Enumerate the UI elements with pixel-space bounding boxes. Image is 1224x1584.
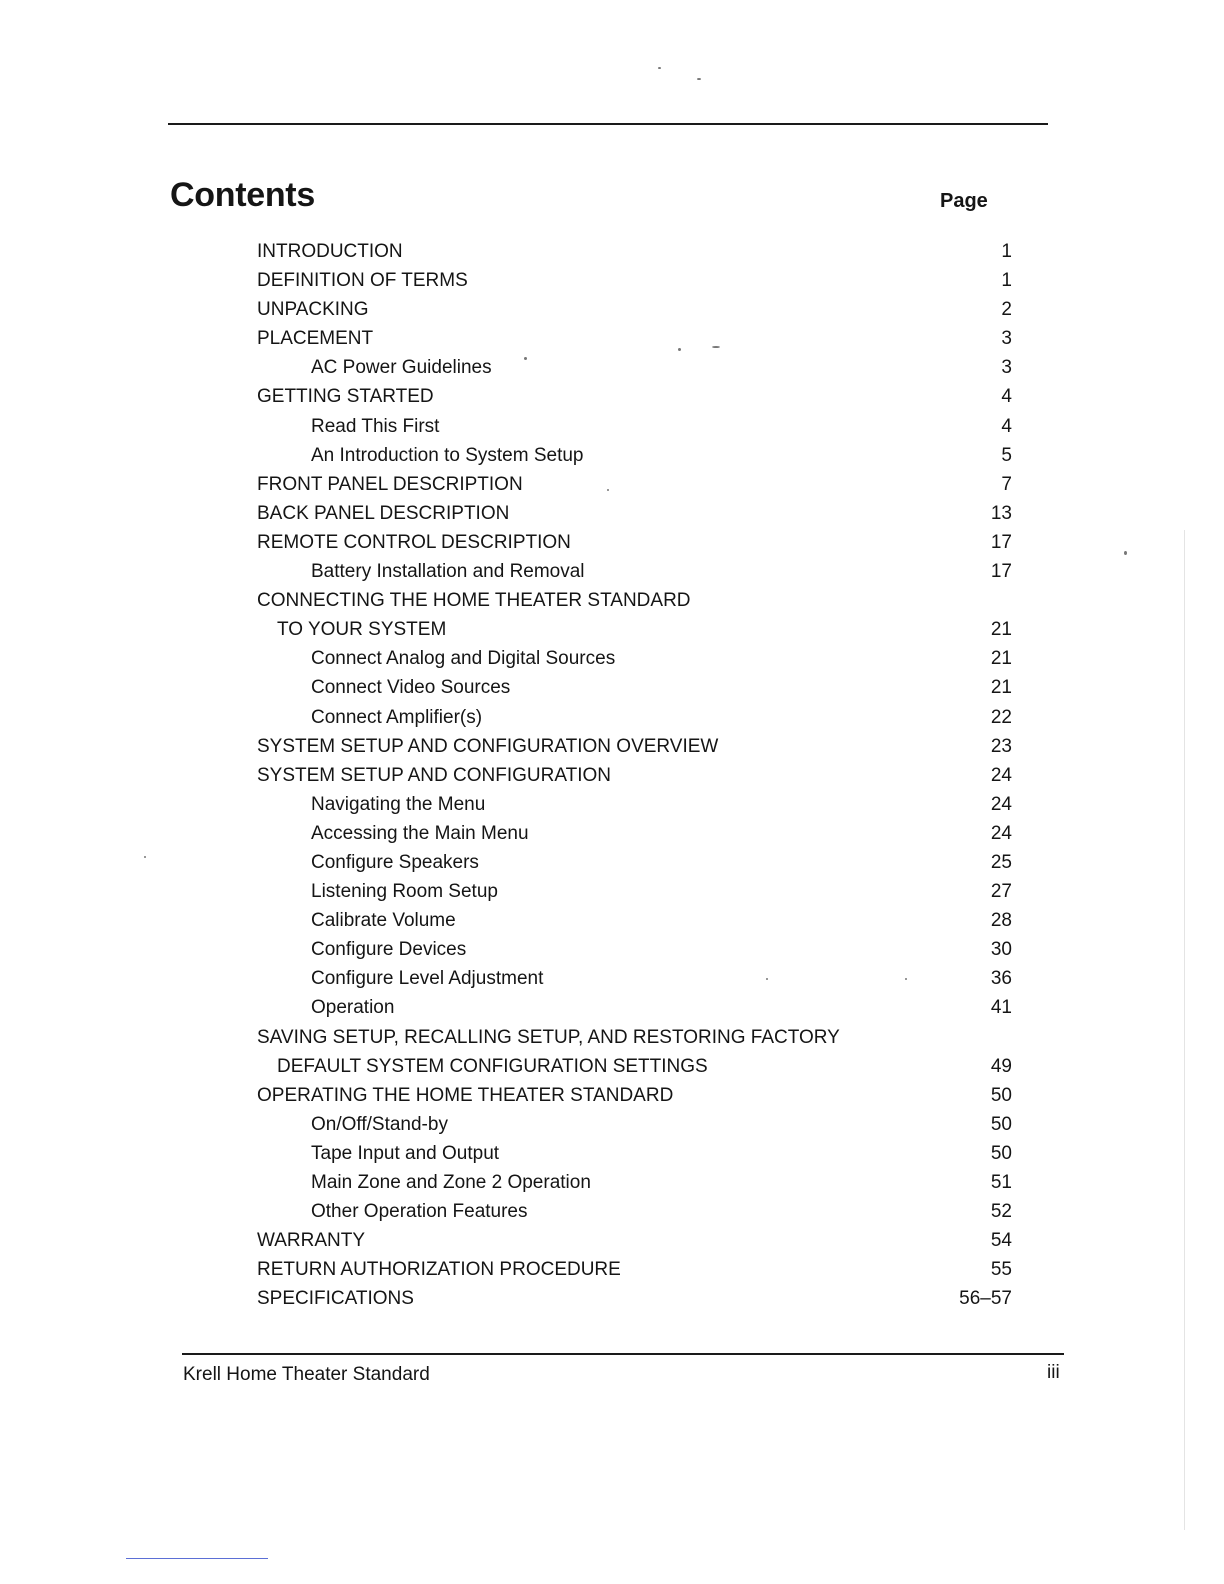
toc-entry <box>0 761 1224 790</box>
toc-entry-page: 56–57 <box>959 1288 1012 1310</box>
toc-entry <box>0 295 1224 324</box>
toc-entry <box>0 441 1224 470</box>
toc-entry-label: PLACEMENT <box>257 328 374 350</box>
scan-speck <box>1124 551 1127 555</box>
toc-entry <box>0 499 1224 528</box>
toc-entry-page: 50 <box>990 1142 1012 1164</box>
toc-entry <box>0 1110 1224 1139</box>
toc-entry <box>0 324 1224 353</box>
toc-entry-page: 21 <box>990 677 1012 699</box>
toc-entry-page: 1 <box>1001 270 1012 292</box>
toc-entry <box>0 644 1224 673</box>
toc-entry-label: Connect Amplifier(s) <box>311 706 483 728</box>
toc-entry <box>0 906 1224 935</box>
toc-entry-label: REMOTE CONTROL DESCRIPTION <box>257 531 571 553</box>
footer-rule <box>182 1353 1064 1355</box>
toc-entry <box>0 266 1224 295</box>
toc-entry-label: Battery Installation and Removal <box>311 561 585 583</box>
toc-entry-page: 55 <box>990 1259 1012 1281</box>
toc-entry <box>0 964 1224 993</box>
toc-entry <box>0 557 1224 586</box>
toc-entry-label: Connect Video Sources <box>311 677 511 699</box>
toc-entry-page: 24 <box>990 793 1012 815</box>
toc-entry-page: 3 <box>1001 357 1012 379</box>
toc-entry-page: 4 <box>1001 386 1012 408</box>
toc-entry <box>0 1284 1224 1313</box>
toc-entry-page: 27 <box>990 881 1012 903</box>
toc-entry-label: Configure Speakers <box>311 851 479 873</box>
toc-entry <box>0 1197 1224 1226</box>
scan-speck <box>658 67 661 69</box>
toc-entry <box>0 237 1224 266</box>
toc-entry-label: Operation <box>311 997 395 1019</box>
toc-entry-page: 21 <box>990 648 1012 670</box>
toc-entry <box>0 877 1224 906</box>
toc-entry <box>0 1255 1224 1284</box>
toc-entry-page: 51 <box>990 1172 1012 1193</box>
toc-entry <box>0 382 1224 411</box>
toc-entry-label: OPERATING THE HOME THEATER STANDARD <box>257 1084 674 1106</box>
page-title: Contents <box>170 176 315 214</box>
toc-entry-page: 2 <box>1001 299 1012 321</box>
toc-entry <box>0 412 1224 441</box>
header-rule <box>168 123 1048 125</box>
toc-entry-page: 25 <box>990 851 1012 873</box>
scan-speck <box>524 357 527 360</box>
toc-entry-label: Configure Level Adjustment <box>311 968 544 990</box>
scan-blue-line <box>126 1558 268 1559</box>
toc-entry <box>0 673 1224 702</box>
toc-entry-label: SYSTEM SETUP AND CONFIGURATION OVERVIEW <box>257 735 719 757</box>
toc-entry-page: 24 <box>990 822 1012 844</box>
toc-entry-label: GETTING STARTED <box>257 386 434 408</box>
table-of-contents <box>0 237 1224 1313</box>
toc-entry-label: FRONT PANEL DESCRIPTION <box>257 473 523 495</box>
toc-entry <box>0 353 1224 382</box>
toc-entry-label: CONNECTING THE HOME THEATER STANDARD <box>257 590 691 612</box>
toc-entry-page: 49 <box>990 1055 1012 1077</box>
toc-entry <box>0 819 1224 848</box>
toc-entry-page: 24 <box>990 764 1012 786</box>
toc-entry <box>0 615 1224 644</box>
toc-entry <box>0 1052 1224 1081</box>
scan-speck <box>697 78 701 80</box>
toc-entry <box>0 732 1224 761</box>
scan-speck <box>712 346 720 348</box>
toc-entry-label: An Introduction to System Setup <box>311 444 584 466</box>
toc-entry-label: RETURN AUTHORIZATION PROCEDURE <box>257 1259 621 1281</box>
toc-entry-page: 54 <box>990 1230 1012 1252</box>
toc-entry-label: AC Power Guidelines <box>311 357 492 379</box>
toc-entry-page: 41 <box>990 997 1012 1019</box>
toc-entry-page: 17 <box>990 531 1012 553</box>
toc-entry-label: DEFINITION OF TERMS <box>257 270 468 292</box>
toc-entry <box>0 1023 1224 1052</box>
toc-entry-page: 52 <box>990 1201 1012 1223</box>
toc-entry <box>0 586 1224 615</box>
toc-entry-label: On/Off/Stand-by <box>311 1113 448 1135</box>
scan-speck <box>144 856 146 858</box>
toc-entry <box>0 1168 1224 1197</box>
toc-entry <box>0 848 1224 877</box>
toc-entry-page: 3 <box>1001 328 1012 350</box>
toc-entry-page: 28 <box>990 910 1012 932</box>
toc-entry-page: 21 <box>990 619 1012 641</box>
toc-entry-label: SAVING SETUP, RECALLING SETUP, AND RESTORING FACTORY <box>257 1026 840 1048</box>
toc-entry-page: 7 <box>1001 473 1012 495</box>
toc-entry-label: Accessing the Main Menu <box>311 822 529 844</box>
toc-entry <box>0 1226 1224 1255</box>
toc-entry-page: 50 <box>990 1113 1012 1135</box>
toc-entry <box>0 935 1224 964</box>
scan-speck <box>766 978 768 980</box>
toc-entry-page: 5 <box>1001 444 1012 466</box>
toc-entry-label: Navigating the Menu <box>311 793 486 815</box>
toc-entry <box>0 703 1224 732</box>
toc-entry-page: 4 <box>1001 415 1012 437</box>
toc-entry-label: Calibrate Volume <box>311 910 456 932</box>
toc-entry <box>0 790 1224 819</box>
toc-entry-label: INTRODUCTION <box>257 241 403 262</box>
toc-entry <box>0 1139 1224 1168</box>
toc-entry-label: Read This First <box>311 415 440 437</box>
toc-entry <box>0 993 1224 1022</box>
toc-entry-label: SYSTEM SETUP AND CONFIGURATION <box>257 764 612 786</box>
scan-speck <box>607 489 609 491</box>
toc-entry-page: 1 <box>1001 241 1012 262</box>
toc-entry-page: 22 <box>990 706 1012 728</box>
toc-entry-label: Configure Devices <box>311 939 467 961</box>
toc-entry-label: Connect Analog and Digital Sources <box>311 648 616 670</box>
toc-entry-page: 23 <box>990 735 1012 757</box>
toc-entry-label: DEFAULT SYSTEM CONFIGURATION SETTINGS <box>277 1055 708 1077</box>
toc-entry-label: SPECIFICATIONS <box>257 1288 414 1310</box>
toc-entry-label: WARRANTY <box>257 1230 366 1252</box>
toc-entry-page: 30 <box>990 939 1012 961</box>
toc-entry-page: 13 <box>990 502 1012 524</box>
toc-entry-label: Other Operation Features <box>311 1201 528 1223</box>
toc-entry <box>0 1081 1224 1110</box>
page-column-heading: Page <box>940 190 988 212</box>
footer-product-name: Krell Home Theater Standard <box>183 1364 430 1385</box>
scan-speck <box>678 348 681 351</box>
toc-entry-label: Listening Room Setup <box>311 881 498 903</box>
toc-entry-label: BACK PANEL DESCRIPTION <box>257 502 510 524</box>
scan-edge-mark <box>1184 530 1185 1530</box>
footer-page-number: iii <box>1047 1362 1060 1383</box>
toc-entry-label: Tape Input and Output <box>311 1142 500 1164</box>
toc-entry-page: 36 <box>990 968 1012 990</box>
toc-entry-page: 17 <box>990 561 1012 583</box>
toc-entry-label: UNPACKING <box>257 299 369 321</box>
toc-entry-label: TO YOUR SYSTEM <box>277 619 447 641</box>
toc-entry-page: 50 <box>990 1084 1012 1106</box>
toc-entry <box>0 470 1224 499</box>
toc-entry <box>0 528 1224 557</box>
toc-entry-label: Main Zone and Zone 2 Operation <box>311 1172 591 1193</box>
scan-speck <box>905 978 907 980</box>
